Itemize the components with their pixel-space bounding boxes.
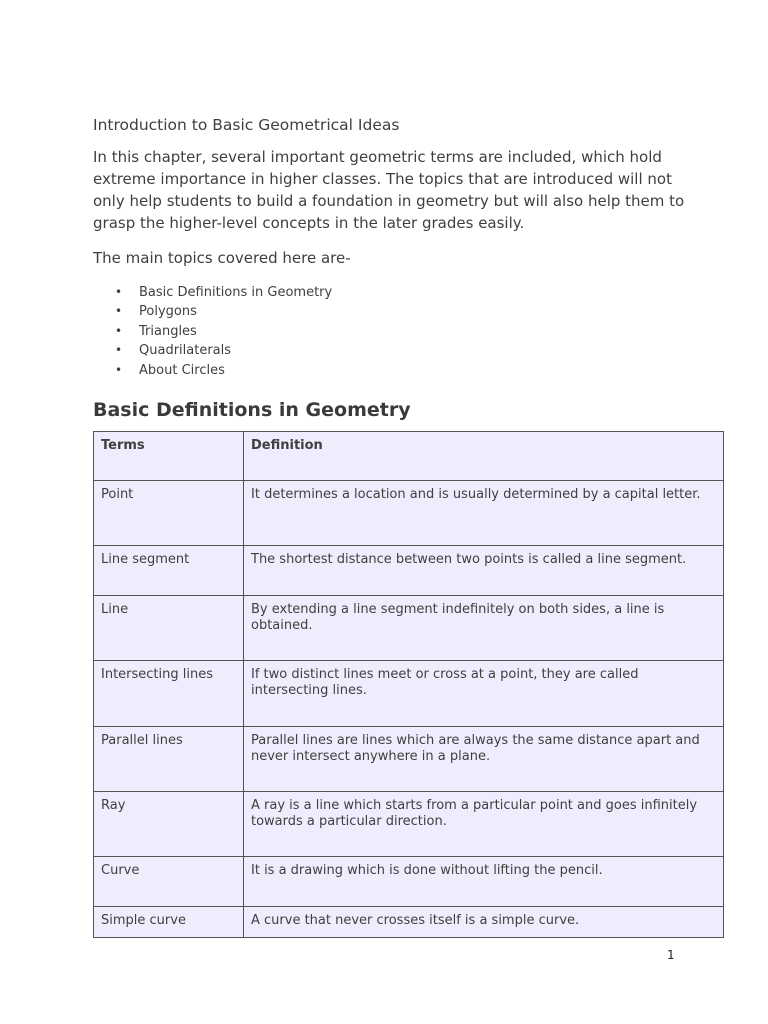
definitions-table xyxy=(93,431,724,938)
term-cell: Simple curve xyxy=(94,907,244,938)
term-cell: Point xyxy=(94,481,244,546)
definition-cell: A curve that never crosses itself is a simple curve. xyxy=(244,907,724,938)
list-item: • Basic Definitions in Geometry xyxy=(139,283,332,302)
term-cell: Line segment xyxy=(94,546,244,596)
definition-cell: If two distinct lines meet or cross at a point, they are called intersecting lines. xyxy=(244,661,724,727)
table-row xyxy=(94,546,724,596)
definition-cell: Parallel lines are lines which are always the same distance apart and never intersect anywhere in a plane. xyxy=(244,727,724,792)
table-header-row xyxy=(94,432,724,481)
table-row xyxy=(94,596,724,661)
term-cell: Intersecting lines xyxy=(94,661,244,727)
intro-paragraph: In this chapter, several important geometric terms are included, which hold extreme importance in higher classes. The topics that are introduced will not only help students to build a foundation in geometry but will also help them to grasp the higher-level concepts in the later grades easily. xyxy=(93,148,685,232)
term-cell: Ray xyxy=(94,792,244,857)
list-item: • Polygons xyxy=(139,302,332,321)
page-number: 1 xyxy=(667,948,675,962)
term-cell: Line xyxy=(94,596,244,661)
definition-cell: A ray is a line which starts from a particular point and goes infinitely towards a particular direction. xyxy=(244,792,724,857)
topics-lead: The main topics covered here are- xyxy=(93,249,351,267)
definition-cell: It determines a location and is usually determined by a capital letter. xyxy=(244,481,724,546)
table-row xyxy=(94,661,724,727)
definition-cell: By extending a line segment indefinitely on both sides, a line is obtained. xyxy=(244,596,724,661)
table-row xyxy=(94,481,724,546)
topics-list xyxy=(93,283,332,380)
definition-cell: The shortest distance between two points is called a line segment. xyxy=(244,546,724,596)
section-title: Basic Definitions in Geometry xyxy=(93,399,411,421)
list-item: • Quadrilaterals xyxy=(139,341,332,360)
table-row xyxy=(94,857,724,907)
header-definition: Definition xyxy=(244,432,724,481)
header-terms: Terms xyxy=(94,432,244,481)
term-cell: Parallel lines xyxy=(94,727,244,792)
intro-title: Introduction to Basic Geometrical Ideas xyxy=(93,116,400,134)
table-row xyxy=(94,907,724,938)
list-item: • About Circles xyxy=(139,361,332,380)
table-row xyxy=(94,792,724,857)
definition-cell: It is a drawing which is done without lifting the pencil. xyxy=(244,857,724,907)
term-cell: Curve xyxy=(94,857,244,907)
list-item: • Triangles xyxy=(139,322,332,341)
table-row xyxy=(94,727,724,792)
